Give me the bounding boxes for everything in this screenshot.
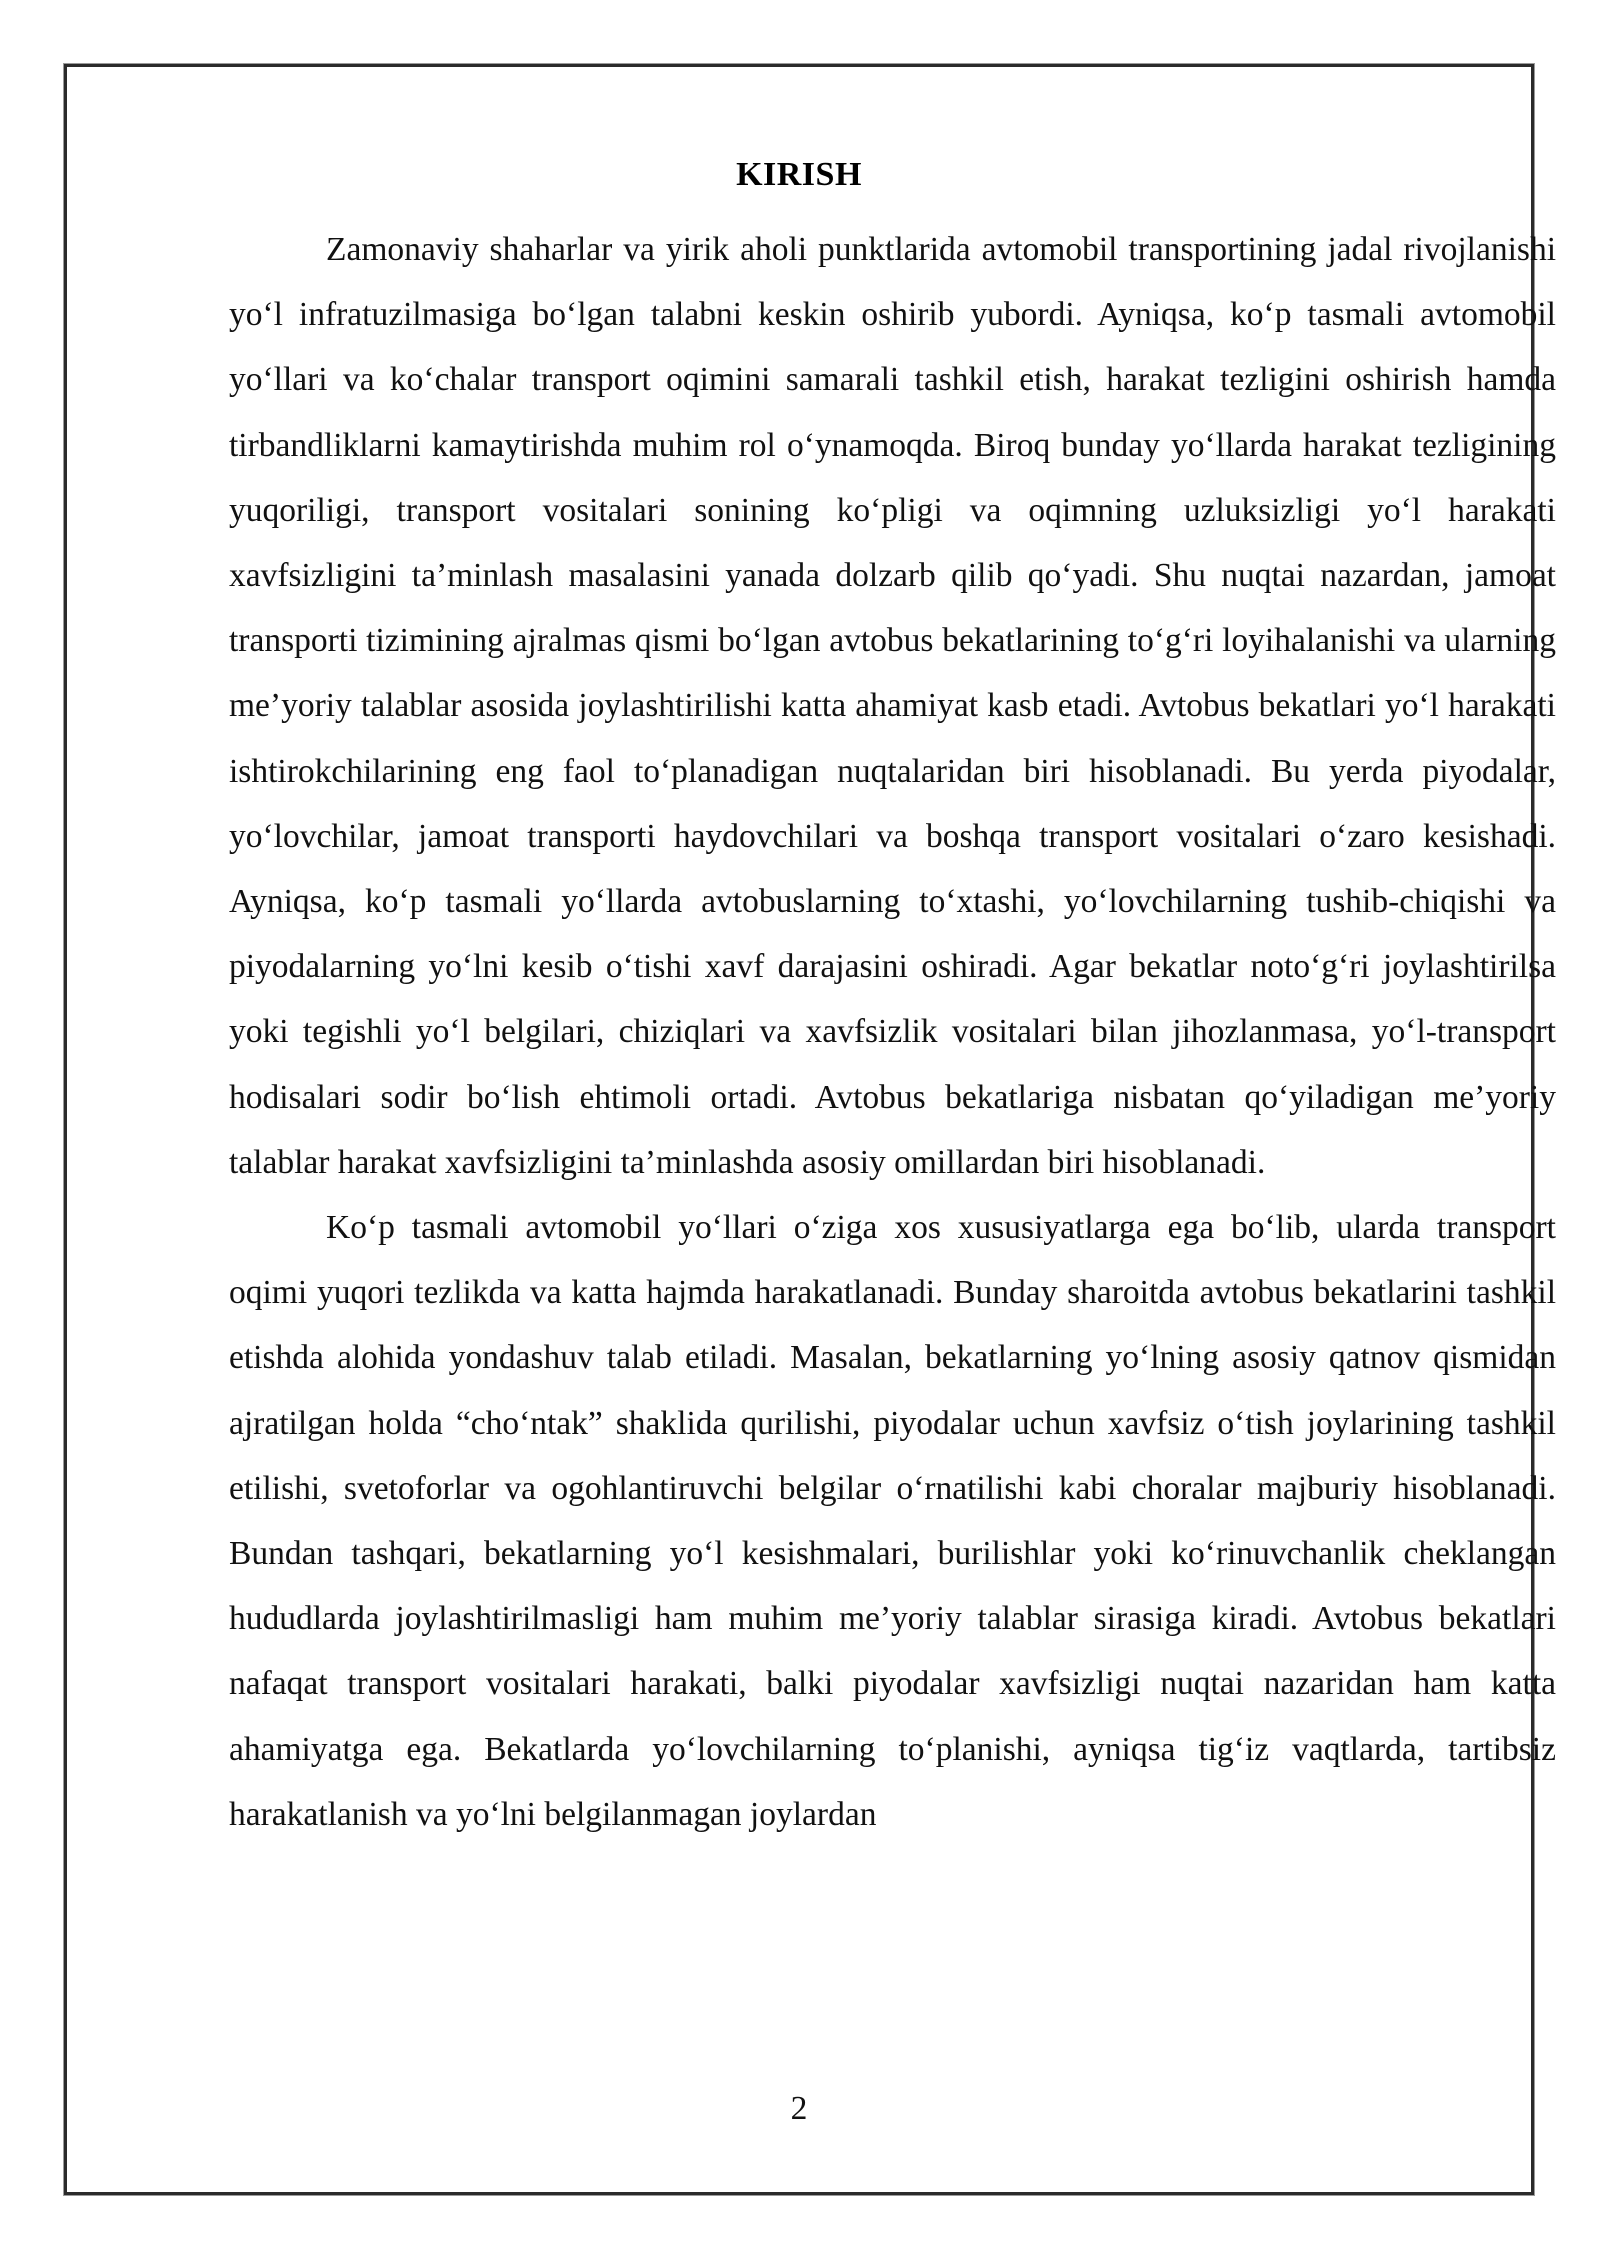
document-page [64,64,1556,2195]
paragraph-1: Zamonaviy shaharlar va yirik aholi punktlarida avtomobil transportining jadal rivojlanishi yo‘l infratuzilmasiga bo‘lgan talabni keskin oshirib yubordi. Ayniqsa, ko‘p tasmali avtomobil yo‘llari va ko‘chalar transport oqimini samarali tashkil etish, harakat tezligini oshirish hamda tirbandliklarni kamaytirishda muhim rol o‘ynamoqda. Biroq bunday yo‘llarda harakat tezligining yuqoriligi, transport vositalari sonining ko‘pligi va oqimning uzluksizligi yo‘l harakati xavfsizligini ta’minlash masalasini yanada dolzarb qilib qo‘yadi. Shu nuqtai nazardan, jamoat transporti tizimining ajralmas qismi bo‘lgan avtobus bekatlarining to‘g‘ri loyihalanishi va ularning me’yoriy talablar asosida joylashtirilishi katta ahamiyat kasb etadi. Avtobus bekatlari yo‘l harakati ishtirokchilarining eng faol to‘planadigan nuqtalaridan biri hisoblanadi. Bu yerda piyodalar, yo‘lovchilar, jamoat transporti haydovchilari va boshqa transport vositalari o‘zaro kesishadi. Ayniqsa, ko‘p tasmali yo‘llarda avtobuslarning to‘xtashi, yo‘lovchilarning tushib-chiqishi va piyodalarning yo‘lni kesib o‘tishi xavf darajasini oshiradi. Agar bekatlar noto‘g‘ri joylashtirilsa yoki tegishli yo‘l belgilari, chiziqlari va xavfsizlik vositalari bilan jihozlanmasa, yo‘l-transport hodisalari sodir bo‘lish ehtimoli ortadi. Avtobus bekatlariga nisbatan qo‘yiladigan me’yoriy talablar harakat xavfsizligini ta’minlashda asosiy omillardan biri hisoblanadi. [229,231,1556,1181]
page-number: 2 [790,2090,808,2127]
body-text [229,217,1556,1847]
paragraph-2: Ko‘p tasmali avtomobil yo‘llari o‘ziga xos xususiyatlarga ega bo‘lib, ularda transport oqimi yuqori tezlikda va katta hajmda harakatlanadi. Bunday sharoitda avtobus bekatlarini tashkil etishda alohida yondashuv talab etiladi. Masalan, bekatlarning yo‘lning asosiy qatnov qismidan ajratilgan holda “cho‘ntak” shaklida qurilishi, piyodalar uchun xavfsiz o‘tish joylarining tashkil etilishi, svetoforlar va ogohlantiruvchi belgilar o‘rnatilishi kabi choralar majburiy hisoblanadi. Bundan tashqari, bekatlarning yo‘l kesishmalari, burilishlar yoki ko‘rinuvchanlik cheklangan hududlarda joylashtirilmasligi ham muhim me’yoriy talablar sirasiga kiradi. Avtobus bekatlari nafaqat transport vositalari harakati, balki piyodalar xavfsizligi nuqtai nazaridan ham katta ahamiyatga ega. Bekatlarda yo‘lovchilarning to‘planishi, ayniqsa tig‘iz vaqtlarda, tartibsiz harakatlanish va yo‘lni belgilanmagan joylardan [229,1209,1556,1833]
section-title: KIRISH [736,156,862,193]
